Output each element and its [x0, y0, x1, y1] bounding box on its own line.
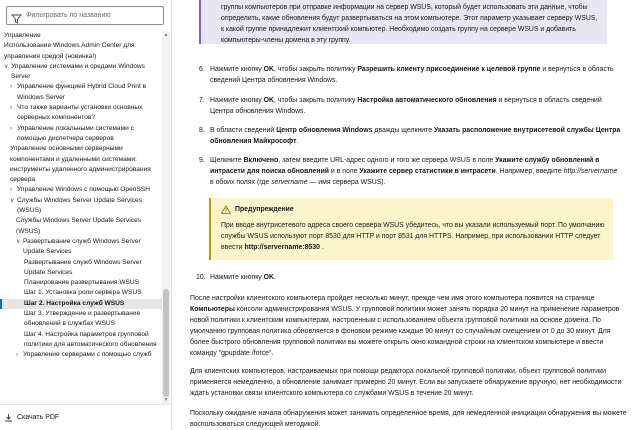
filter-icon: [11, 11, 22, 21]
toc-item[interactable]: [0, 185, 162, 195]
step-text: Щелкните: [210, 157, 244, 164]
step-text: Нажмите кнопку: [210, 66, 264, 73]
chevron-down-icon[interactable]: ∨: [16, 238, 21, 245]
step-text: в обоих полях (где: [210, 179, 272, 186]
toc-item[interactable]: [0, 124, 162, 145]
toc-item-label: Управление локальными системами с помощью диспетчера серверов: [17, 124, 134, 142]
toc-item-label: Управление функцией Hybrid Cloud Print в Windows Server: [17, 83, 147, 101]
toc-item-label: Развертывание служб Windows Server Update Services: [23, 237, 141, 256]
chevron-right-icon[interactable]: ›: [10, 84, 12, 91]
step-number: 10.: [196, 274, 206, 281]
scroll-down-icon[interactable]: ▼: [163, 397, 169, 403]
step-text: . Например, введите: [495, 168, 564, 175]
chevron-down-icon[interactable]: ∨: [4, 63, 9, 70]
toc-item[interactable]: [0, 144, 162, 185]
step-number: 9.: [199, 157, 205, 164]
warning-header: [221, 204, 605, 215]
toc-item-label: Что также варианты установки основных серверных компонентов?: [17, 104, 143, 122]
step-text: и в поле: [328, 168, 360, 175]
chevron-right-icon[interactable]: ›: [16, 352, 18, 359]
toc-item[interactable]: [0, 309, 162, 330]
toc-item[interactable]: [0, 216, 162, 237]
step-number: 7.: [199, 97, 205, 104]
toc-item[interactable]: [0, 278, 162, 288]
sidebar: [0, 0, 172, 430]
toc-item-label: Шаг 3. Утверждение и развертывание обновлений в службах WSUS: [24, 310, 141, 328]
step-ui-term: Укажите службу обновлений в интрасети для поиска обновлений: [210, 157, 600, 175]
toc-item[interactable]: [0, 82, 162, 103]
toc-item-label: Управление Windows с помощью OpenSSH: [17, 186, 150, 194]
chevron-right-icon[interactable]: ›: [10, 125, 12, 132]
step-text: , чтобы закрыть политику: [274, 66, 358, 73]
chevron-right-icon[interactable]: ›: [10, 187, 12, 194]
toc-item[interactable]: [0, 350, 162, 360]
step-text: — имя сервера WSUS).: [307, 179, 386, 186]
step-text: , затем введите URL-адрес одного и того же сервера WSUS в поле: [278, 157, 496, 164]
step-text: Нажмите кнопку: [210, 274, 264, 281]
toc-item[interactable]: [0, 288, 162, 298]
sidebar-scrollbar[interactable]: [162, 31, 170, 404]
warning-text: При вводе внутрисетевого адреса своего сервера WSUS убедитесь, что вы указали используемый порт. По умолчанию службы WSUS используют порт 8530 для HTTP и порт 8531 для HTTPS. Например, при использовании HTTP следует ввести: [221, 222, 605, 251]
toc-item[interactable]: [0, 62, 162, 83]
step-text: .: [274, 274, 276, 281]
step-ui-term: Настройка автоматического обновления: [357, 97, 497, 104]
download-icon: [4, 413, 13, 422]
paragraph-client-config: [190, 293, 628, 359]
step-text: Нажмите кнопку: [210, 97, 264, 104]
note-text: группы компьютеров при отправке информации на сервер WSUS, который будет использовать эти данные, чтобы определить, какие обновления будут развертываться на этом компьютере. Этот параметр указывает серверу WSUS, к какой группе принадлежит клиентский компьютер. Необходимо создать группу на сервере WSUS и добавить компьютеры-члены домена в эту группу.: [221, 4, 598, 44]
step-text: .: [296, 138, 299, 145]
step-text: , чтобы закрыть политику: [274, 97, 358, 104]
toc-item[interactable]: [0, 237, 162, 258]
step-number: 6.: [199, 66, 205, 73]
step-text: дважды щелкните: [372, 127, 434, 134]
toc-item[interactable]: [0, 41, 162, 62]
step-ui-term: OK: [263, 66, 275, 73]
chevron-right-icon[interactable]: ›: [10, 105, 12, 112]
warning-title: Предупреждение: [235, 206, 294, 213]
toc-item-label: Планирование развертывания WSUS: [24, 279, 140, 287]
warning-text-end: .: [319, 244, 324, 251]
toc-item-label: Шаг 4. Настройка параметров групповой политики для автоматического обновления: [24, 330, 157, 348]
toc-item-label: Шаг 2. Настройка служб WSUS: [24, 299, 125, 307]
chevron-down-icon[interactable]: ∨: [10, 197, 15, 204]
toc-item[interactable]: [0, 103, 162, 124]
paragraph-detection: Поскольку ожидание начала обнаружения может занимать определенное время, для немедленной инициации обнаружения вы можете воспользоваться следующей методикой.: [190, 410, 627, 428]
toc-item[interactable]: [0, 258, 162, 279]
toc-item[interactable]: [0, 299, 162, 309]
toc-item[interactable]: [0, 31, 162, 41]
step-ui-term: OK: [263, 274, 275, 281]
step-text: и вернуться в область сведений Центра обновления Windows.: [210, 66, 614, 84]
step-ui-term: Разрешить клиенту присоединение к целевой группе: [357, 66, 541, 73]
paragraph-text: После настройки клиентского компьютера пройдет несколько минут, прежде чем имя этого компьютера появится на странице: [190, 295, 595, 302]
paragraph-ui-term: Компьютеры: [190, 306, 235, 313]
scroll-up-icon[interactable]: ▲: [163, 32, 169, 38]
download-pdf-label: Скачать PDF: [17, 414, 60, 421]
filter-input[interactable]: [26, 12, 156, 19]
toc-item-label: Управление: [4, 32, 41, 39]
step-ui-term: OK: [263, 97, 275, 104]
warning-callout: [209, 198, 613, 260]
step-text: и вернуться в область сведений Центра обновления Windows.: [210, 97, 602, 115]
step-ui-term: Включено: [243, 157, 279, 164]
step-placeholder: http://servername: [563, 168, 618, 175]
paragraph-text: консоли администрирования WSUS. У групповой политики может занять порядка 20 минут на применение параметров новой политики к клиентским компьютерам, настроенным с использованием объекта групповой политики на основе домена. По умолчанию групповая политика обновляется в фоновом режиме каждые 90 минут со случайным смещением от 0 до 30 минут. Для более быстрого обновления групповой политики вы можете открыть окно командной строки на клиентском компьютере и ввести команду "gpupdate /force".: [190, 306, 620, 357]
warning-code: http://servername:8530: [244, 244, 320, 251]
warning-icon: [221, 205, 231, 214]
step-ui-term: Укажите сервер статистики в интрасети: [359, 168, 496, 175]
step-text: В области сведений: [210, 127, 277, 134]
toc-item-label: Управление серверами с помощью служб: [23, 351, 152, 359]
step-ui-term: Указать расположение внутрисетевой службы Центра обновления Майкрософт: [210, 127, 621, 145]
step-placeholder: servername: [271, 179, 308, 186]
warning-body: [221, 220, 605, 253]
toc-item-label: Управление основными серверными компонентами и удаленными системами: инструменты удаленного администрирования сервера: [10, 145, 151, 184]
toc-item-label: Развертывание служб Windows Server Update Services: [24, 258, 142, 276]
scrollbar-thumb[interactable]: [163, 289, 169, 397]
table-of-contents: [0, 31, 162, 404]
toc-item-label: Шаг 1. Установка роли сервера WSUS: [24, 289, 142, 297]
note-callout: [199, 0, 607, 44]
step-number: 8.: [199, 127, 205, 134]
toc-item-label: Службы Windows Server Update Services (WSUS): [17, 196, 143, 215]
toc-item-label: Управление системами и средами Windows Server: [11, 62, 145, 81]
filter-box[interactable]: [6, 6, 164, 25]
toc-item-label: Службы Windows Server Update Services (WSUS): [16, 217, 142, 235]
article-content: [176, 0, 634, 430]
paragraph-local-policy: Для клиентских компьютеров, настраиваемых при помощи редактора локальной групповой политики, объект групповой политики применяется немедленно, а обновление занимает примерно 20 минут. Если вы запускаете обнаружение вручную, нет необходимости ждать установки связи клиентского компьютера со службами WSUS в течение 20 минут.: [190, 368, 622, 397]
step-ui-term: Центр обновления Windows: [276, 127, 373, 134]
toc-item[interactable]: [0, 330, 162, 351]
toc-item-label: Использование Windows Admin Center для управления средой (новинка!): [4, 42, 135, 60]
download-pdf-link[interactable]: [0, 404, 171, 430]
toc-item[interactable]: [0, 196, 162, 217]
